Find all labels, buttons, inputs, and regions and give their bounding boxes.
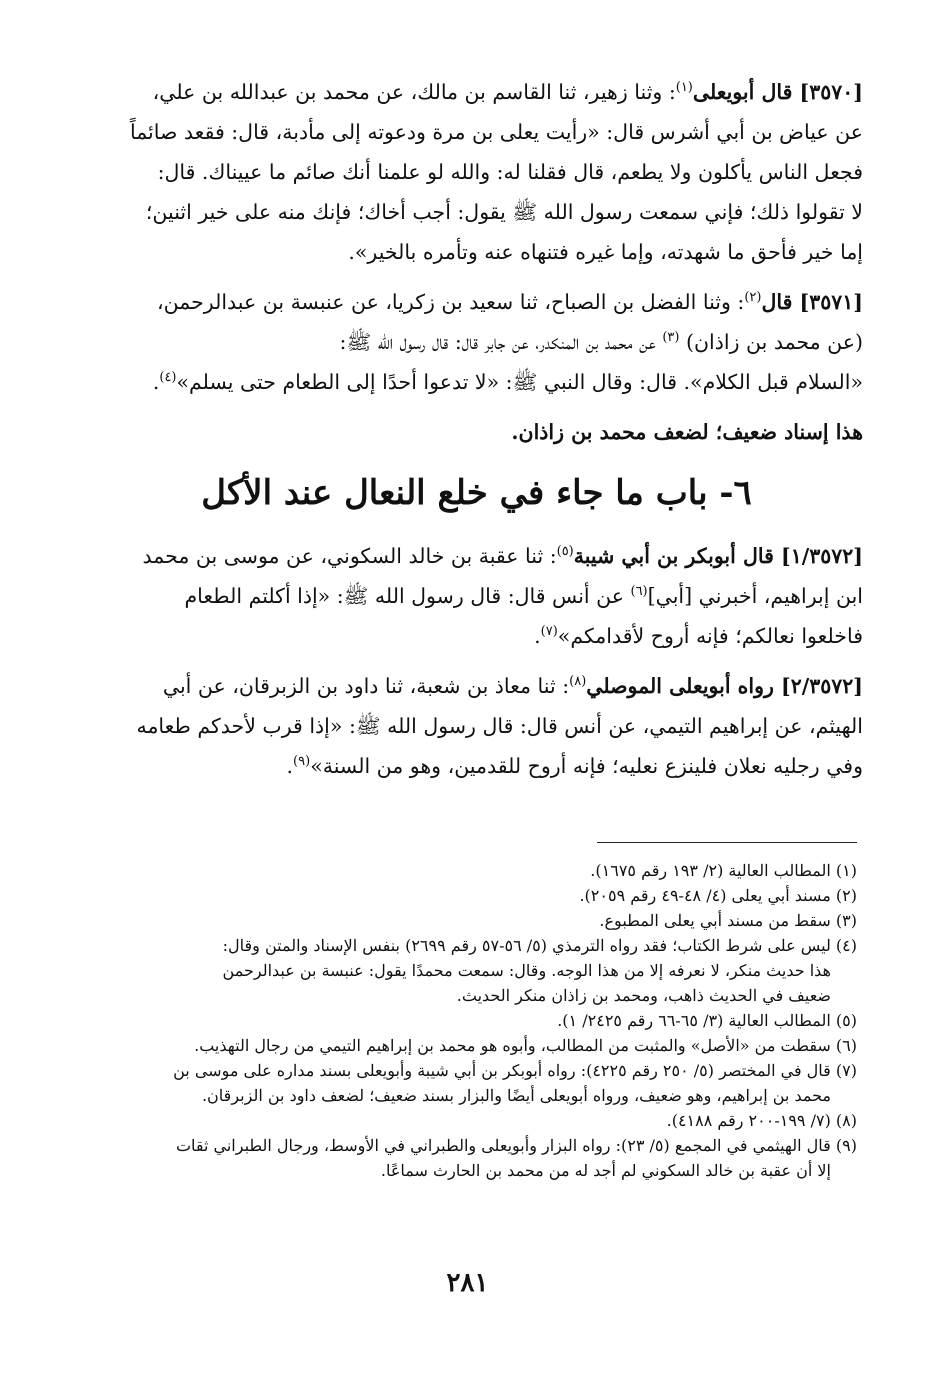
footnote-ref[interactable]: (٨): [569, 674, 587, 690]
footnote-7: (٧) قال في المختصر (٥/ ٢٥٠ رقم ٤٢٢٥): رواه أبوبكر بن أبي شيبة وأبويعلى بسند مداره على موسى بن: [173, 1061, 857, 1080]
text-line: [90, 576, 863, 616]
footnote-3: (٣) سقط من مسند أبي يعلى المطبوع.: [599, 911, 857, 930]
text-span: وفي رجليه نعلان فلينزع نعليه؛ فإنه أروح للقدمين، وهو من السنة»: [310, 754, 863, 778]
footnote-ref[interactable]: (٣): [662, 330, 680, 346]
footnote-4-continued: ضعيف في الحديث ذاهب، ومحمد بن زاذان منكر الحديث.: [456, 986, 831, 1005]
text-line: [90, 616, 863, 656]
text-span: .: [286, 754, 294, 778]
footnote-ref[interactable]: (٧): [540, 624, 558, 640]
text-line: لا تقولوا ذلك؛ فإني سمعت رسول الله ﷺ يقول: أجب أخاك؛ فإنك منه على خير اثنين؛: [145, 200, 863, 224]
text-span: .: [152, 370, 160, 394]
text-line: عن عياض بن أبي أشرس قال: «رأيت يعلى بن مرة ودعوته إلى مأدبة، قال: فقعد صائماً: [129, 120, 863, 144]
footnote-ref[interactable]: (١): [675, 80, 693, 96]
text-line: [90, 536, 863, 576]
text-line: إما خير فأحق ما شهدته، وإما غيره فتنهاه عنه وتأمره بالخير».: [348, 240, 863, 264]
hadith-number: [٢/٣٥٧٢] رواه أبويعلى الموصلي: [586, 674, 863, 698]
hadith-number: [٣٥٧٠] قال أبويعلى: [692, 80, 863, 104]
hadith-3570: [90, 72, 863, 272]
footnote-ref[interactable]: (٥): [556, 544, 574, 560]
hadith-number: [٣٥٧١] قال: [761, 290, 863, 314]
text-line: فجعل الناس يأكلون ولا يطعم، قال فقلنا له: والله لو علمنا أنك صائم ما عييناك. قال:: [157, 160, 863, 184]
text-line: الهيثم، عن إبراهيم التيمي، عن أنس قال: قال رسول الله ﷺ: «إذا قرب لأحدكم طعامه: [136, 714, 863, 738]
hadith-3571: [90, 282, 863, 402]
text-span: : ثنا معاذ بن شعبة، ثنا داود بن الزبرقان، عن أبي: [162, 674, 570, 698]
text-line: [90, 746, 863, 786]
footnote-5: (٥) المطالب العالية (٣/ ٦٥-٦٦ رقم ٢٤٢٥/ ١).: [557, 1011, 857, 1030]
hadith-3572-2: [90, 666, 863, 786]
footnote-ref[interactable]: (٤): [159, 370, 177, 386]
footnote-6: (٦) سقطت من «الأصل» والمثبت من المطالب، وأبوه هو محمد بن إبراهيم التيمي من رجال التهذيب.: [194, 1036, 857, 1055]
footnote-ref[interactable]: (٩): [293, 754, 311, 770]
footnote-ref[interactable]: (٢): [744, 290, 762, 306]
footnote-divider: [597, 842, 857, 843]
footnote-1: (١) المطالب العالية (٢/ ١٩٣ رقم ١٦٧٥).: [590, 861, 857, 880]
footnote-8: (٨) (٧/ ١٩٩-٢٠٠ رقم ٤١٨٨).: [666, 1111, 857, 1130]
text-span: : وثنا الفضل بن الصباح، ثنا سعيد بن زكريا، عن عنبسة بن عبدالرحمن،: [157, 290, 745, 314]
footnote-ref[interactable]: (٦): [630, 584, 648, 600]
text-span: عن محمد بن المنكدر، عن جابر قال: قال رسول الله ﷺ:: [339, 330, 656, 354]
text-line: [90, 72, 863, 112]
isnad-note: هذا إسناد ضعيف؛ لضعف محمد بن زاذان.: [511, 420, 863, 444]
text-line: [90, 666, 863, 706]
footnotes: [86, 858, 857, 1183]
footnote-9: (٩) قال الهيثمي في المجمع (٥/ ٢٣): رواه البزار وأبويعلى والطبراني في الأوسط، ورجال الطبراني ثقات: [175, 1136, 857, 1155]
footnote-9-continued: إلا أن عقبة بن خالد السكوني لم أجد له من محمد بن الحارث سماعًا.: [380, 1161, 831, 1180]
footnote-2: (٢) مسند أبي يعلى (٤/ ٤٨-٤٩ رقم ٢٠٥٩).: [579, 886, 857, 905]
chapter-heading: ٦- باب ما جاء في خلع النعال عند الأكل: [201, 473, 752, 513]
text-line: [90, 282, 863, 322]
text-span: ابن إبراهيم، أخبرني [أبي]: [647, 584, 863, 608]
text-span: (عن محمد بن زاذان): [686, 330, 863, 354]
hadith-number: [١/٣٥٧٢] قال أبوبكر بن أبي شيبة: [573, 544, 863, 568]
text-line: [90, 362, 863, 402]
text-line: [90, 322, 863, 362]
hadith-3572-1: [90, 536, 863, 656]
page-number: ٢٨١: [446, 1268, 489, 1298]
text-span: «السلام قبل الكلام». قال: وقال النبي ﷺ: «لا تدعوا أحدًا إلى الطعام حتى يسلم»: [176, 370, 863, 394]
text-span: : وثنا زهير، ثنا القاسم بن مالك، عن محمد بن عبدالله بن علي،: [152, 80, 676, 104]
footnote-7-continued: محمد بن إبراهيم، وهو ضعيف، ورواه أبويعلى أيضًا والبزار بسند ضعيف؛ لضعف داود بن الزبرقان.: [201, 1086, 831, 1105]
text-span: فاخلعوا نعالكم؛ فإنه أروح لأقدامكم»: [557, 624, 863, 648]
footnote-4-continued: هذا حديث منكر، لا نعرفه إلا من هذا الوجه. وقال: سمعت محمدًا يقول: عنبسة بن عبدالرحمن: [222, 961, 831, 980]
footnote-4: (٤) ليس على شرط الكتاب؛ فقد رواه الترمذي (٥/ ٥٦-٥٧ رقم ٢٦٩٩) بنفس الإسناد والمتن وقال:: [222, 936, 857, 955]
text-span: عن أنس قال: قال رسول الله ﷺ: «إذا أكلتم الطعام: [184, 584, 624, 608]
text-span: .: [534, 624, 541, 648]
text-span: : ثنا عقبة بن خالد السكوني، عن موسى بن محمد: [142, 544, 557, 568]
